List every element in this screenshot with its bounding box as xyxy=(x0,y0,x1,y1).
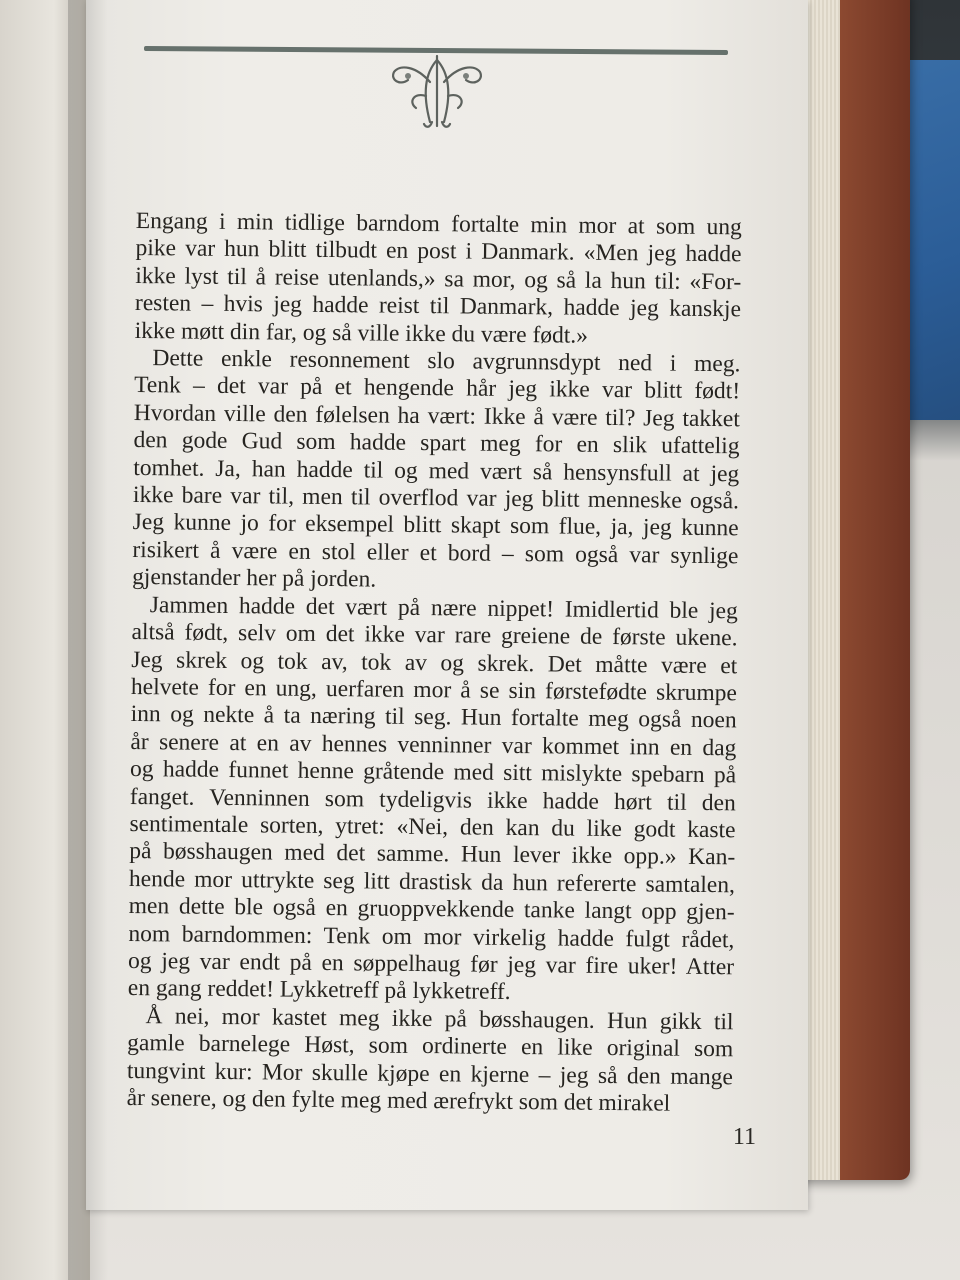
text-line: Å nei, mor kastet meg ikke på bøsshaugen. Hun gikk til xyxy=(145,1002,734,1036)
text-line: tomhet. Ja, han hadde til og med vært så hensynsfull at jeg xyxy=(133,454,740,487)
text-line: år senere at en av hennes venninner var kommet inn en dag xyxy=(130,728,737,762)
ornament-icon xyxy=(386,52,488,130)
text-line: ikke bare var til, men til overflod var jeg blitt menneske også. xyxy=(132,482,740,515)
text-line: hende mor uttrykte seg litt drastisk da hun refererte samtalen, xyxy=(128,865,736,899)
text-line: og jeg var endt på en søppelhaug før jeg var fire uker! Atter xyxy=(127,947,735,981)
text-line: ikke møtt din far, og så ville ikke du være født.» xyxy=(134,317,589,349)
text-line: gamle barnelege Høst, som ordinerte en like original som xyxy=(127,1030,734,1063)
text-line: Jammen hadde det vært på nære nippet! Imidlertid ble jeg xyxy=(149,591,738,625)
text-line: gjenstander her på jorden. xyxy=(131,564,377,593)
text-line: pike var hun blitt tilbudt en post i Danmark. «Men jeg hadde xyxy=(135,235,742,268)
text-line: nom barndommen: Tenk om mor virkelig hadde fulgt rådet, xyxy=(128,920,735,953)
text-line: ikke lyst til å reise utenlands,» sa mor, og så la hun til: «For- xyxy=(135,262,742,296)
text-line: på bøsshaugen med det samme. Hun lever ikke opp.» Kan- xyxy=(129,838,736,871)
text-line: den gode Gud som hadde spart meg for en slik ufattelig xyxy=(133,427,740,460)
book-gutter-shadow xyxy=(68,0,108,1280)
text-line: og hadde funnet henne gråtende med sitt mislykte spebarn på xyxy=(129,756,737,789)
text-line: Jeg kunne jo for eksempel blitt skapt som flue, ja, jeg kunne xyxy=(132,509,739,542)
page-number: 11 xyxy=(732,1124,756,1150)
text-line: resten – hvis jeg hadde reist til Danmark, hadde jeg kanskje xyxy=(134,290,742,323)
text-line: år senere, og den fylte meg med ærefrykt som det mirakel xyxy=(126,1084,671,1117)
text-line: helvete for en ung, uerfaren mor å se sin førstefødte skrumpe xyxy=(130,673,738,707)
text-line: en gang reddet! Lykketreff på lykketreff. xyxy=(127,975,511,1006)
text-line: men dette ble også en gruoppvekkende tanke langt opp gjen- xyxy=(128,893,735,926)
text-line: fanget. Venninnen som tydeligvis ikke hadde hørt til den xyxy=(129,783,736,816)
text-line: Hvordan ville den følelsen ha vært: Ikke å være til? Jeg takket xyxy=(133,399,740,433)
body-text xyxy=(127,208,742,1119)
text-line: Tenk – det var på et hengende hår jeg ikke var blitt født! xyxy=(134,372,741,405)
book-page xyxy=(86,0,808,1210)
text-line: sentimentale sorten, ytret: «Nei, den kan du like godt kaste xyxy=(129,810,736,844)
text-line: Jeg skrek og tok av, tok av og skrek. Det måtte være et xyxy=(131,646,738,679)
text-line: inn og nekte å ta næring til seg. Hun fortalte meg også noen xyxy=(130,701,737,734)
text-line: Dette enkle resonnement slo avgrunnsdypt ned i meg. xyxy=(152,345,741,378)
text-line: altså født, selv om det ikke var rare greiene de første ukene. xyxy=(131,619,738,652)
text-line: Engang i min tidlige barndom fortalte min mor at som ung xyxy=(135,208,742,241)
text-line: tungvint kur: Mor skulle kjøpe en kjerne – jeg så den mange xyxy=(126,1057,734,1090)
text-line: risikert å være en stol eller et bord – som også var synlige xyxy=(132,536,739,570)
